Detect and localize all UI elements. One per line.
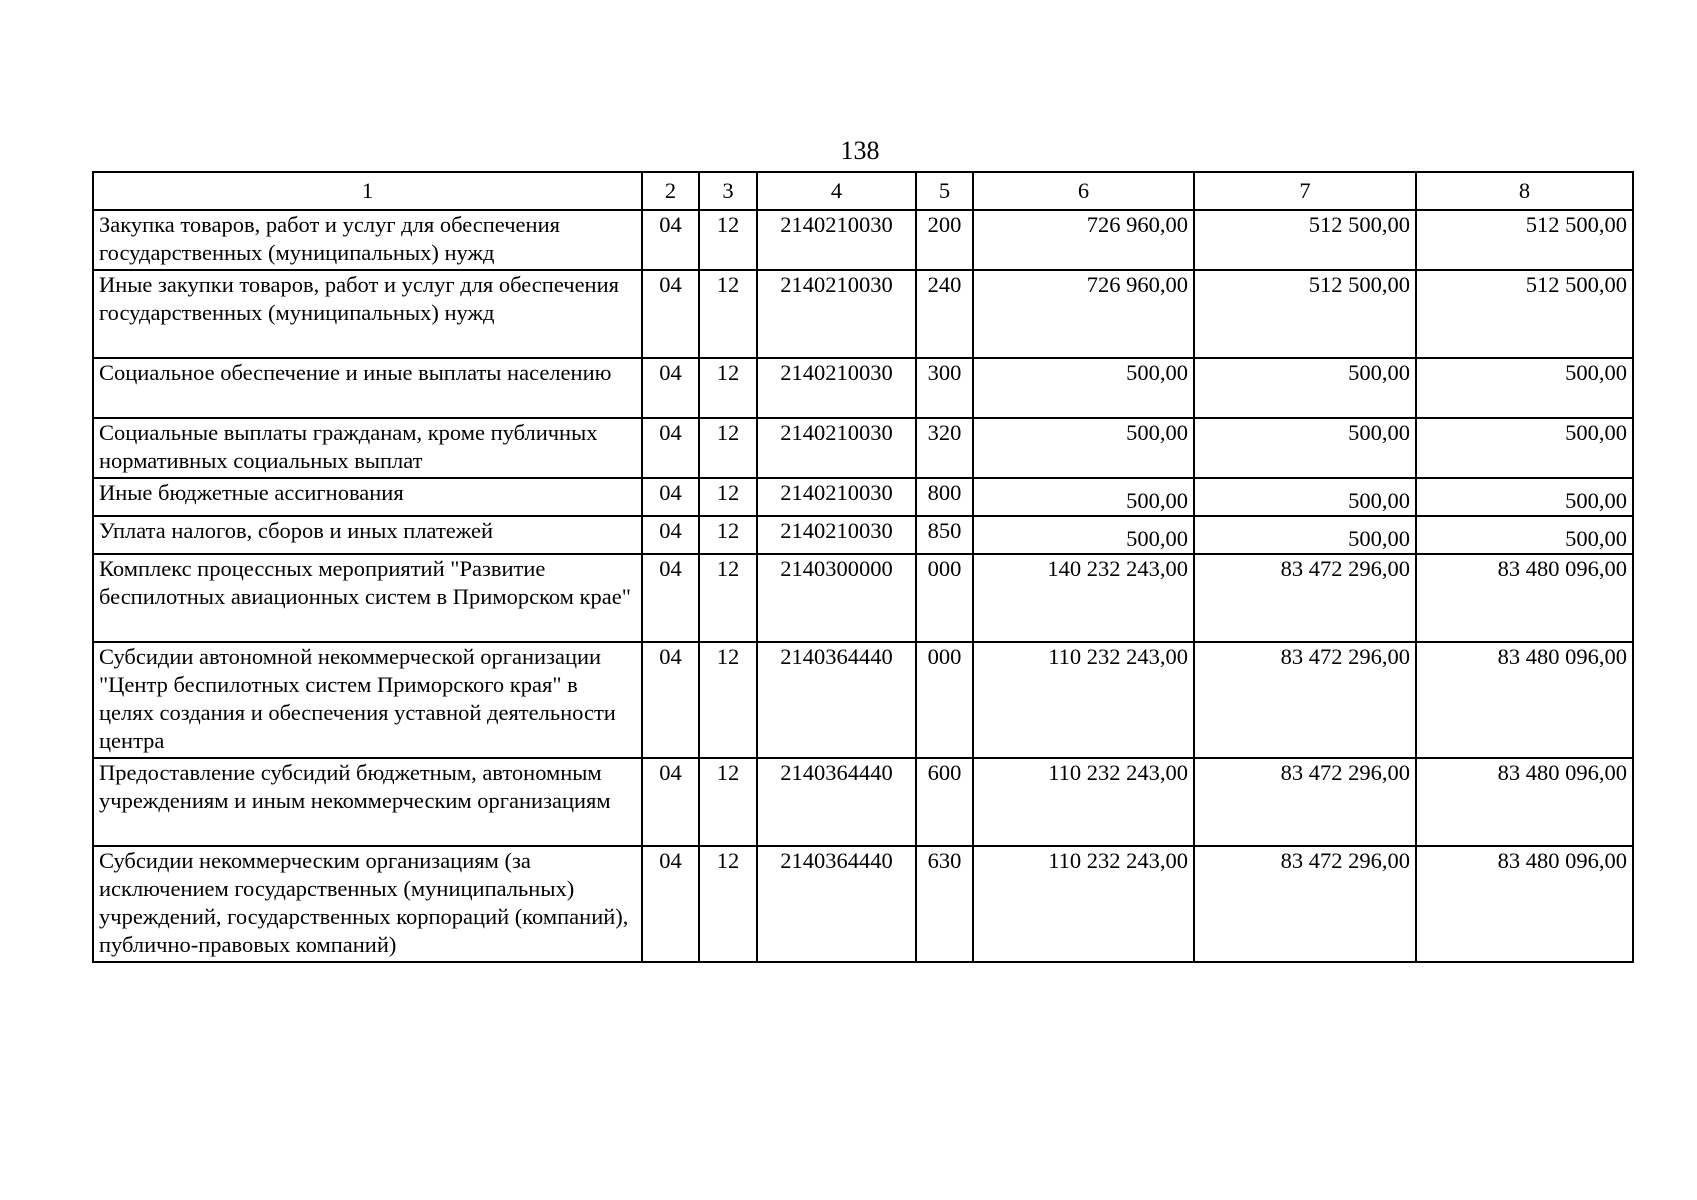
amount-col-8: 512 500,00 xyxy=(1416,210,1633,270)
section-code: 04 xyxy=(642,358,699,418)
amount-col-8: 500,00 xyxy=(1416,418,1633,478)
subsection-code: 12 xyxy=(699,758,757,846)
amount-col-7: 512 500,00 xyxy=(1194,210,1416,270)
target-article-code: 2140210030 xyxy=(757,270,916,358)
table-row xyxy=(93,210,1633,270)
expense-type-code: 000 xyxy=(916,554,973,642)
amount-col-6: 500,00 xyxy=(973,478,1194,516)
section-code: 04 xyxy=(642,270,699,358)
target-article-code: 2140210030 xyxy=(757,478,916,516)
column-header: 1 xyxy=(93,172,642,210)
row-name: Закупка товаров, работ и услуг для обеспечения государственных (муниципальных) нужд xyxy=(93,210,642,270)
amount-col-7: 83 472 296,00 xyxy=(1194,554,1416,642)
row-name: Уплата налогов, сборов и иных платежей xyxy=(93,516,642,554)
section-code: 04 xyxy=(642,418,699,478)
subsection-code: 12 xyxy=(699,554,757,642)
target-article-code: 2140364440 xyxy=(757,642,916,758)
expense-type-code: 630 xyxy=(916,846,973,962)
amount-col-8: 83 480 096,00 xyxy=(1416,642,1633,758)
subsection-code: 12 xyxy=(699,210,757,270)
amount-col-7: 500,00 xyxy=(1194,358,1416,418)
column-header: 6 xyxy=(973,172,1194,210)
table-row xyxy=(93,554,1633,642)
amount-col-8: 83 480 096,00 xyxy=(1416,554,1633,642)
expense-type-code: 800 xyxy=(916,478,973,516)
table-row xyxy=(93,758,1633,846)
table-row xyxy=(93,270,1633,358)
section-code: 04 xyxy=(642,642,699,758)
subsection-code: 12 xyxy=(699,270,757,358)
amount-col-6: 140 232 243,00 xyxy=(973,554,1194,642)
amount-col-7: 512 500,00 xyxy=(1194,270,1416,358)
amount-col-8: 83 480 096,00 xyxy=(1416,846,1633,962)
row-name: Комплекс процессных мероприятий "Развитие беспилотных авиационных систем в Приморском крае" xyxy=(93,554,642,642)
row-name: Иные закупки товаров, работ и услуг для обеспечения государственных (муниципальных) нужд xyxy=(93,270,642,358)
amount-col-6: 500,00 xyxy=(973,418,1194,478)
table-row xyxy=(93,358,1633,418)
subsection-code: 12 xyxy=(699,846,757,962)
target-article-code: 2140364440 xyxy=(757,758,916,846)
expense-type-code: 240 xyxy=(916,270,973,358)
column-header: 2 xyxy=(642,172,699,210)
amount-col-6: 726 960,00 xyxy=(973,210,1194,270)
column-header: 4 xyxy=(757,172,916,210)
target-article-code: 2140210030 xyxy=(757,418,916,478)
table-row xyxy=(93,846,1633,962)
section-code: 04 xyxy=(642,846,699,962)
amount-col-8: 512 500,00 xyxy=(1416,270,1633,358)
section-code: 04 xyxy=(642,554,699,642)
table-header-row xyxy=(93,172,1633,210)
table-row xyxy=(93,478,1633,516)
subsection-code: 12 xyxy=(699,642,757,758)
amount-col-6: 110 232 243,00 xyxy=(973,642,1194,758)
expense-type-code: 850 xyxy=(916,516,973,554)
column-header: 3 xyxy=(699,172,757,210)
expense-type-code: 600 xyxy=(916,758,973,846)
amount-col-6: 110 232 243,00 xyxy=(973,846,1194,962)
amount-col-6: 110 232 243,00 xyxy=(973,758,1194,846)
section-code: 04 xyxy=(642,210,699,270)
amount-col-8: 500,00 xyxy=(1416,516,1633,554)
section-code: 04 xyxy=(642,478,699,516)
section-code: 04 xyxy=(642,758,699,846)
expense-type-code: 320 xyxy=(916,418,973,478)
column-header: 5 xyxy=(916,172,973,210)
row-name: Иные бюджетные ассигнования xyxy=(93,478,642,516)
amount-col-7: 83 472 296,00 xyxy=(1194,642,1416,758)
amount-col-8: 500,00 xyxy=(1416,358,1633,418)
row-name: Субсидии некоммерческим организациям (за исключением государственных (муниципальных) учреждений, государственных корпораций (компаний), публично-правовых компаний) xyxy=(93,846,642,962)
column-header: 7 xyxy=(1194,172,1416,210)
amount-col-8: 500,00 xyxy=(1416,478,1633,516)
target-article-code: 2140210030 xyxy=(757,210,916,270)
subsection-code: 12 xyxy=(699,516,757,554)
table-row xyxy=(93,642,1633,758)
table-row xyxy=(93,516,1633,554)
amount-col-7: 500,00 xyxy=(1194,516,1416,554)
budget-table xyxy=(92,171,1634,963)
amount-col-6: 726 960,00 xyxy=(973,270,1194,358)
expense-type-code: 300 xyxy=(916,358,973,418)
target-article-code: 2140300000 xyxy=(757,554,916,642)
target-article-code: 2140210030 xyxy=(757,358,916,418)
row-name: Социальные выплаты гражданам, кроме публичных нормативных социальных выплат xyxy=(93,418,642,478)
expense-type-code: 000 xyxy=(916,642,973,758)
amount-col-7: 500,00 xyxy=(1194,478,1416,516)
section-code: 04 xyxy=(642,516,699,554)
amount-col-8: 83 480 096,00 xyxy=(1416,758,1633,846)
row-name: Предоставление субсидий бюджетным, автономным учреждениям и иным некоммерческим организациям xyxy=(93,758,642,846)
amount-col-7: 500,00 xyxy=(1194,418,1416,478)
subsection-code: 12 xyxy=(699,478,757,516)
amount-col-6: 500,00 xyxy=(973,516,1194,554)
target-article-code: 2140364440 xyxy=(757,846,916,962)
subsection-code: 12 xyxy=(699,358,757,418)
amount-col-7: 83 472 296,00 xyxy=(1194,846,1416,962)
row-name: Субсидии автономной некоммерческой организации "Центр беспилотных систем Приморского края" в целях создания и обеспечения уставной деятельности центра xyxy=(93,642,642,758)
subsection-code: 12 xyxy=(699,418,757,478)
page-number: 138 xyxy=(840,136,880,165)
column-header: 8 xyxy=(1416,172,1633,210)
row-name: Социальное обеспечение и иные выплаты населению xyxy=(93,358,642,418)
table-row xyxy=(93,418,1633,478)
amount-col-6: 500,00 xyxy=(973,358,1194,418)
target-article-code: 2140210030 xyxy=(757,516,916,554)
amount-col-7: 83 472 296,00 xyxy=(1194,758,1416,846)
expense-type-code: 200 xyxy=(916,210,973,270)
